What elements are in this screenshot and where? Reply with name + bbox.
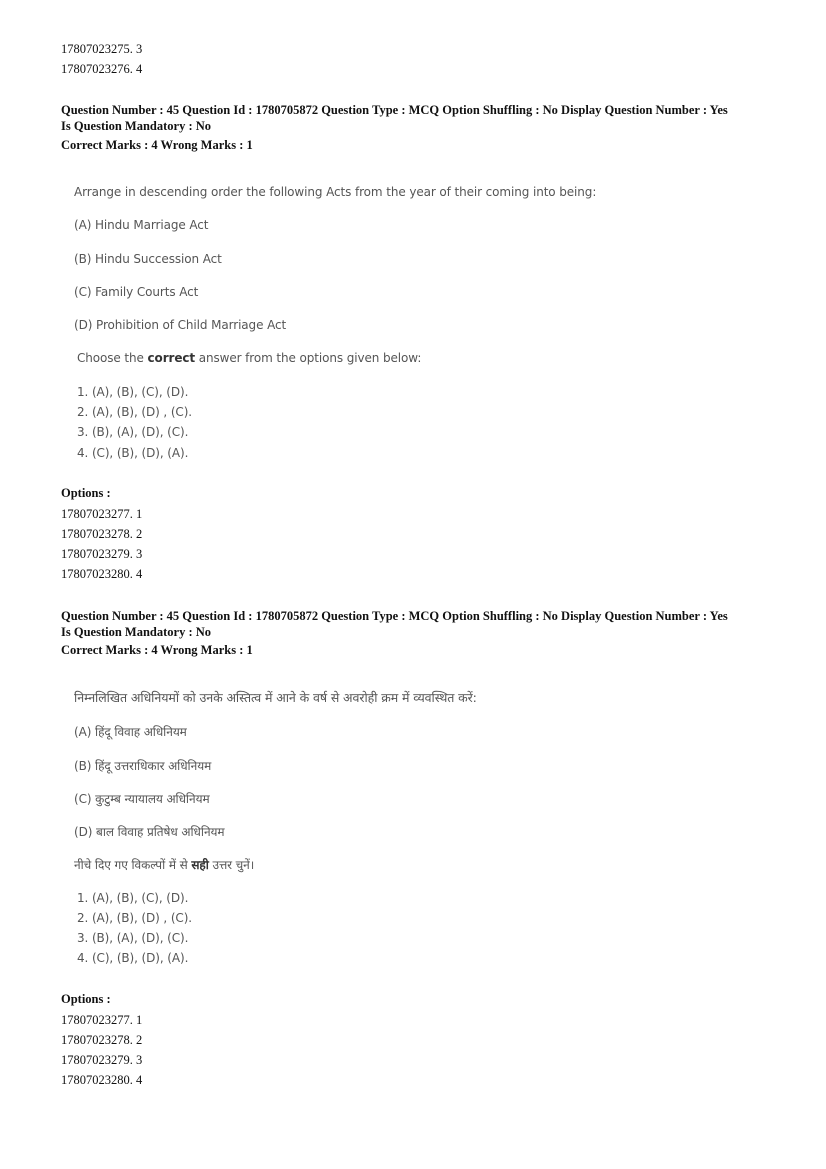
- option-line: [61, 1030, 142, 1050]
- statement-d: (D) Prohibition of Child Marriage Act: [74, 318, 287, 332]
- answer-instruction: Choose the correct answer from the options given below:: [77, 351, 422, 365]
- choice-1: 1. (A), (B), (C), (D).: [77, 385, 189, 399]
- option-id: 17807023280.: [61, 567, 133, 581]
- choice-4: 4. (C), (B), (D), (A).: [77, 951, 189, 965]
- option-id: 17807023275.: [61, 42, 133, 56]
- option-id: 17807023280.: [61, 1073, 133, 1087]
- option-value: 4: [136, 1073, 143, 1087]
- option-value: 2: [136, 527, 143, 541]
- option-line: [61, 544, 142, 564]
- statement-a: (A) हिंदू विवाह अधिनियम: [74, 725, 187, 739]
- option-id: 17807023276.: [61, 62, 133, 76]
- option-value: 2: [136, 1033, 143, 1047]
- statement-c: (C) कुटुम्ब न्यायालय अधिनियम: [74, 792, 210, 806]
- option-line: [61, 39, 142, 59]
- option-value: 4: [136, 62, 143, 76]
- choice-4: 4. (C), (B), (D), (A).: [77, 446, 189, 460]
- option-value: 3: [136, 1053, 143, 1067]
- option-id: 17807023277.: [61, 1013, 133, 1027]
- option-line: [61, 59, 142, 79]
- option-id: 17807023278.: [61, 527, 133, 541]
- question-marks: Correct Marks : 4 Wrong Marks : 1: [61, 138, 253, 152]
- option-line: [61, 564, 142, 584]
- option-id: 17807023279.: [61, 1053, 133, 1067]
- option-id: 17807023279.: [61, 547, 133, 561]
- option-line: [61, 1050, 142, 1070]
- choice-1: 1. (A), (B), (C), (D).: [77, 891, 189, 905]
- option-id: 17807023277.: [61, 507, 133, 521]
- question-stem: निम्नलिखित अधिनियमों को उनके अस्तित्व में आने के वर्ष से अवरोही क्रम में व्यवस्थित करें:: [74, 690, 477, 705]
- statement-c: (C) Family Courts Act: [74, 285, 199, 299]
- option-value: 1: [136, 507, 143, 521]
- statement-b: (B) हिंदू उत्तराधिकार अधिनियम: [74, 759, 212, 773]
- choice-3: 3. (B), (A), (D), (C).: [77, 425, 189, 439]
- option-value: 1: [136, 1013, 143, 1027]
- question-mandatory: Is Question Mandatory : No: [61, 119, 212, 133]
- question-marks: Correct Marks : 4 Wrong Marks : 1: [61, 643, 253, 657]
- option-line: [61, 504, 142, 524]
- choice-2: 2. (A), (B), (D) , (C).: [77, 405, 192, 419]
- option-line: [61, 1010, 142, 1030]
- choice-3: 3. (B), (A), (D), (C).: [77, 931, 189, 945]
- statement-a: (A) Hindu Marriage Act: [74, 218, 209, 232]
- question-meta: Question Number : 45 Question Id : 1780705872 Question Type : MCQ Option Shuffling : No Display Question Number : Yes: [61, 609, 728, 623]
- question-mandatory: Is Question Mandatory : No: [61, 625, 212, 639]
- question-stem: Arrange in descending order the following Acts from the year of their coming into being:: [74, 185, 597, 199]
- option-line: [61, 1070, 142, 1090]
- option-value: 3: [136, 42, 143, 56]
- options-label: Options :: [61, 486, 111, 500]
- option-id: 17807023278.: [61, 1033, 133, 1047]
- option-value: 4: [136, 567, 143, 581]
- question-meta: Question Number : 45 Question Id : 1780705872 Question Type : MCQ Option Shuffling : No Display Question Number : Yes: [61, 103, 728, 117]
- statement-b: (B) Hindu Succession Act: [74, 252, 222, 266]
- statement-d: (D) बाल विवाह प्रतिषेध अधिनियम: [74, 825, 225, 839]
- answer-instruction: नीचे दिए गए विकल्पों में से सही उत्तर चुनें।: [74, 858, 255, 872]
- options-label: Options :: [61, 992, 111, 1006]
- option-value: 3: [136, 547, 143, 561]
- choice-2: 2. (A), (B), (D) , (C).: [77, 911, 192, 925]
- option-line: [61, 524, 142, 544]
